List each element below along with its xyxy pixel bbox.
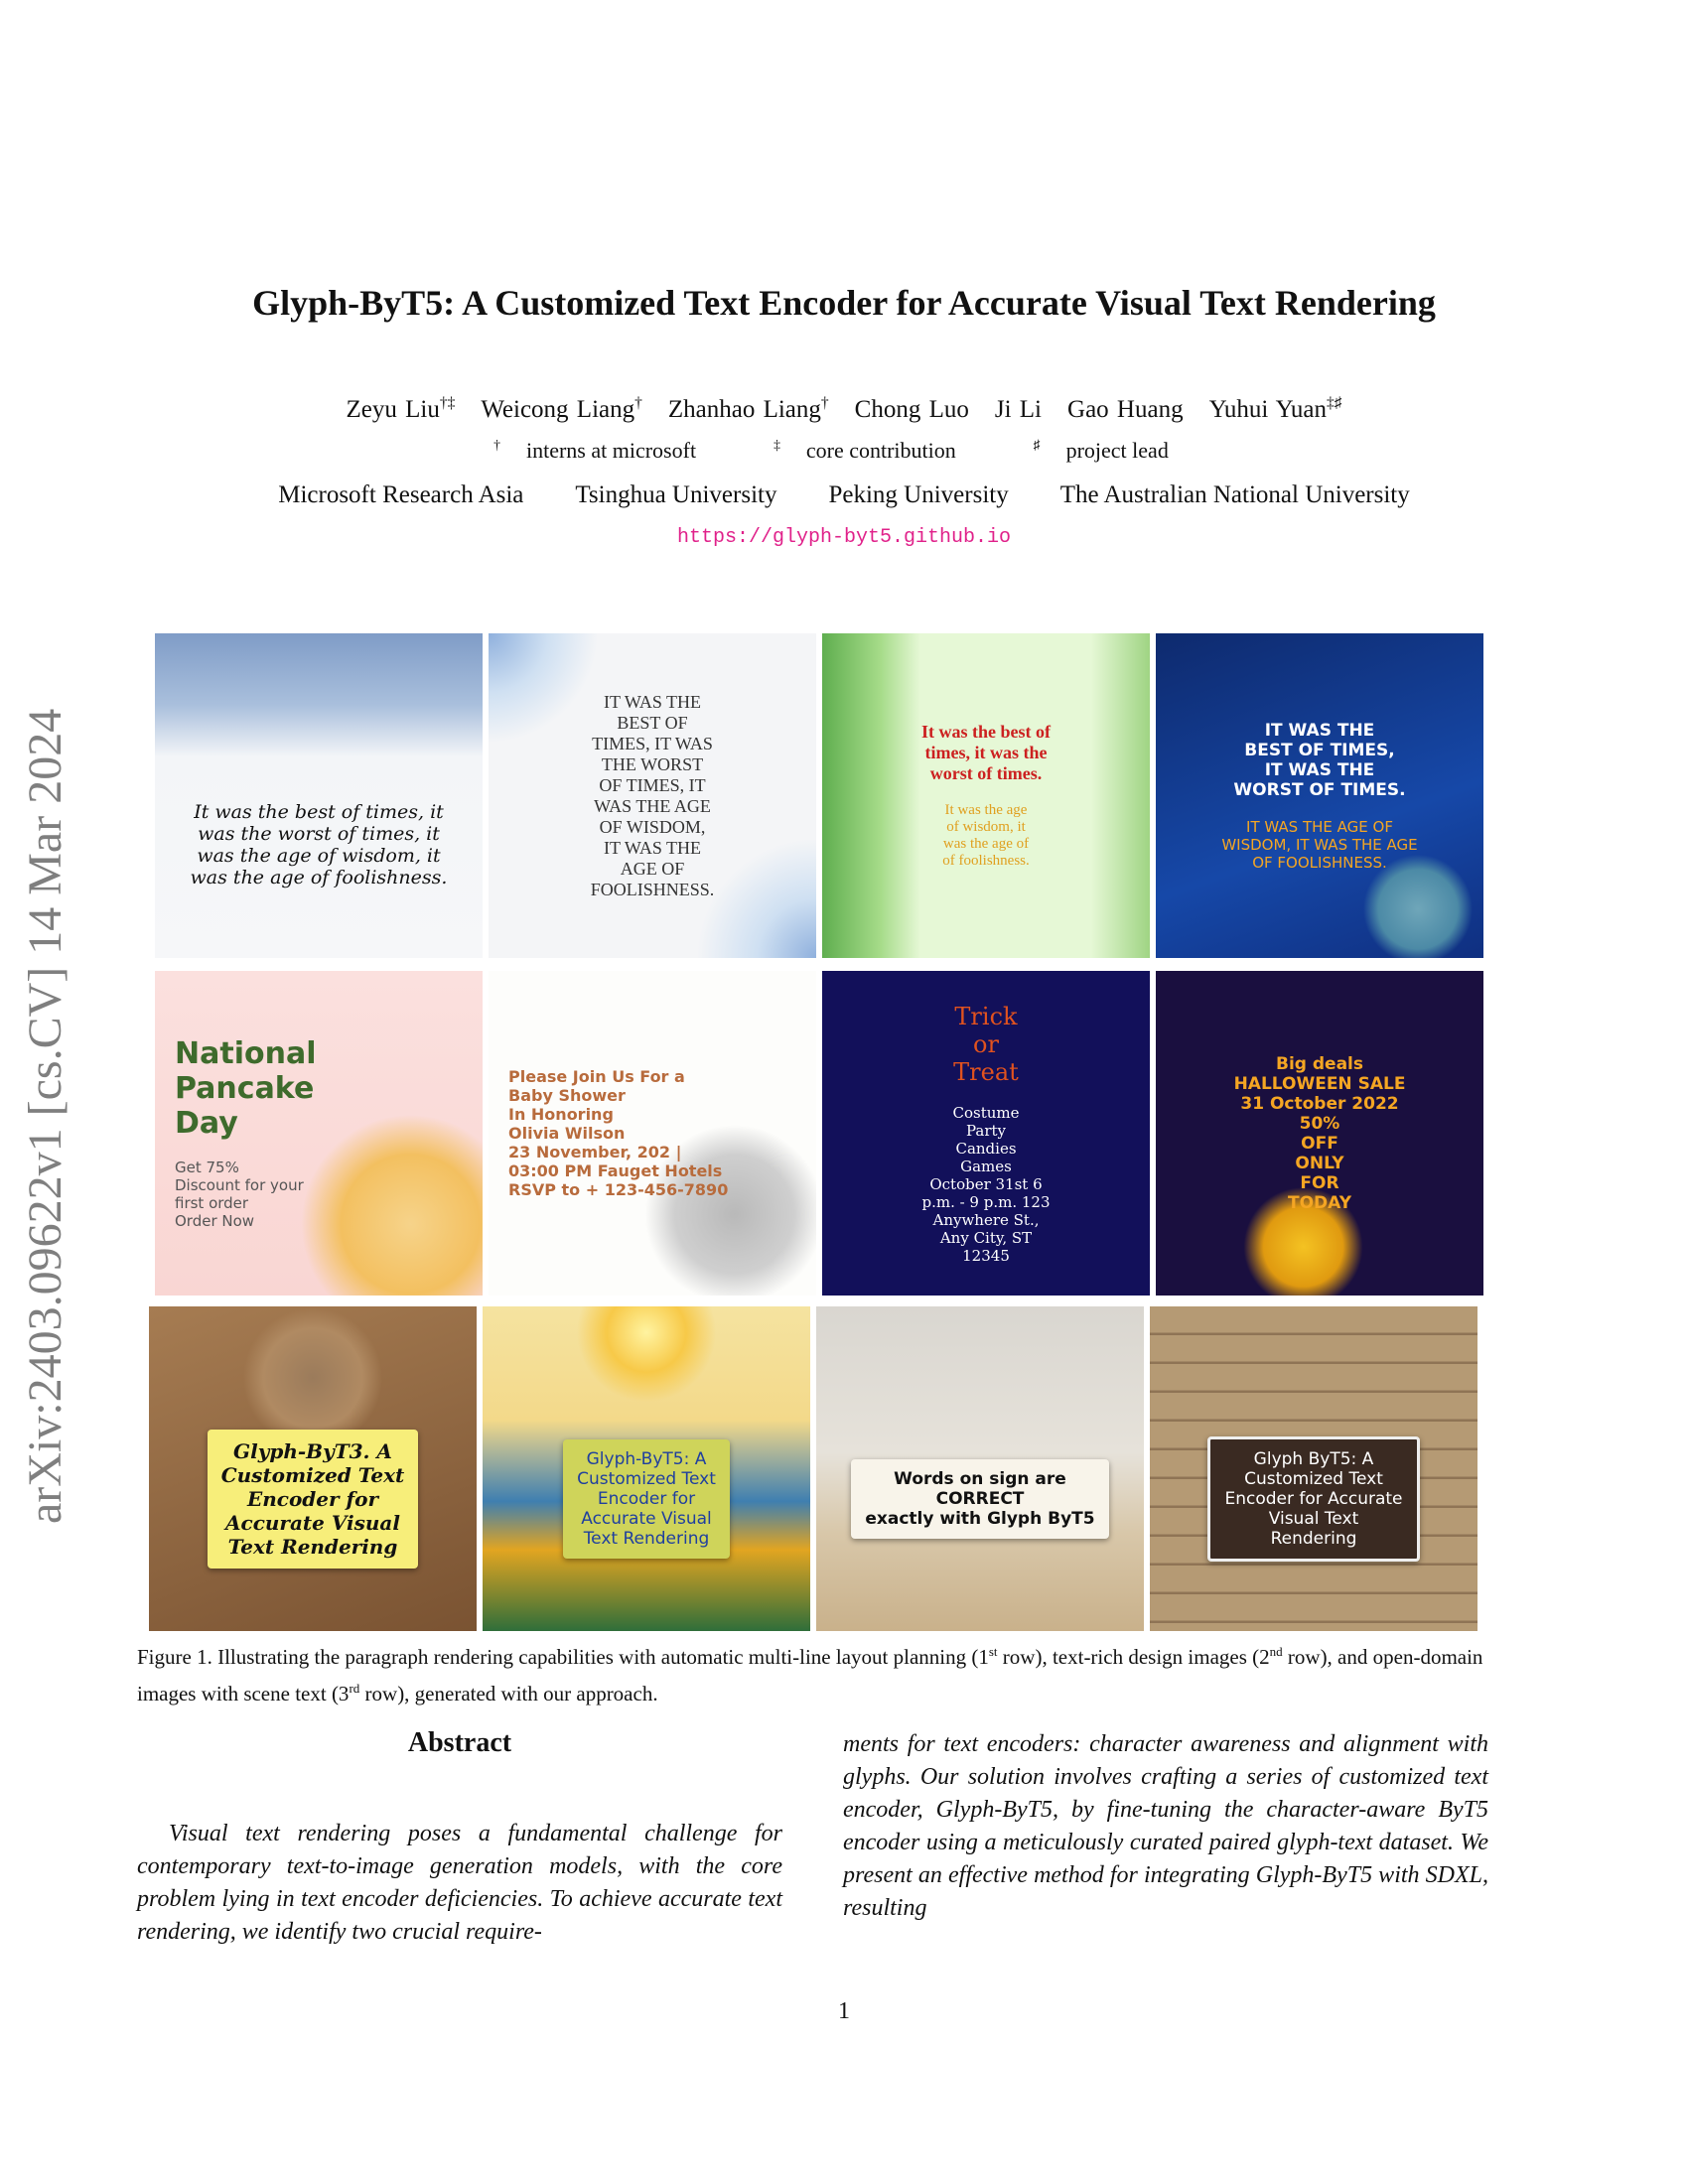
- tile-text-line: Accurate Visual: [581, 1508, 712, 1529]
- tile-text-line: WAS THE AGE: [594, 795, 711, 816]
- tile-text-line: exactly with Glyph ByT5: [865, 1508, 1095, 1529]
- tile-text-line: Words on sign are: [894, 1468, 1066, 1489]
- tile-text-line: was the age of: [942, 836, 1030, 852]
- note-text: core contribution: [805, 438, 956, 464]
- tile-text-line: TIMES, IT WAS: [592, 733, 713, 753]
- tile-text-line: Text Rendering: [227, 1534, 398, 1559]
- figure-tile-10: [483, 1306, 810, 1631]
- figure-tile-9: [149, 1306, 477, 1631]
- tile-text-line: was the age of wisdom, it: [197, 845, 441, 867]
- tile-text-line: HALLOWEEN SALE: [1233, 1073, 1406, 1094]
- tile-text-line: p.m. - 9 p.m. 123: [921, 1192, 1051, 1211]
- tile-text-line: Accurate Visual: [225, 1510, 400, 1535]
- tile-text-line: It was the best of times, it: [194, 801, 444, 823]
- tile-text-line: AGE OF: [620, 858, 685, 879]
- tile-text-line: It was the best of: [921, 722, 1051, 742]
- figure-tile-12: [1150, 1306, 1477, 1631]
- tile-text-line: 23 November, 202 |: [508, 1143, 682, 1161]
- tile-text-line: Party: [965, 1121, 1007, 1140]
- figure-tile-5: [155, 971, 483, 1296]
- affiliation: Peking University: [828, 481, 1009, 508]
- tile-text-line: OFF: [1301, 1133, 1338, 1154]
- tile-text-line: Glyph ByT5: A: [1253, 1448, 1374, 1469]
- sign-board: [1207, 1436, 1419, 1562]
- tile-text-line: 12345: [962, 1246, 1010, 1265]
- figure-tile-6: [489, 971, 816, 1296]
- tile-text-line: Day: [175, 1106, 238, 1141]
- tile-text-line: IT WAS THE: [1264, 720, 1375, 741]
- tile-text-line: BEST OF TIMES,: [1244, 740, 1395, 760]
- tile-text-line: It was the age: [944, 802, 1028, 818]
- tile-text-line: Encoder for: [597, 1488, 696, 1509]
- tile-text-line: first order: [175, 1194, 249, 1212]
- author-name: [1209, 396, 1342, 423]
- tile-text-line: Glyph-ByT5: A: [586, 1448, 707, 1469]
- tile-text-line: Please Join Us For a: [508, 1067, 685, 1086]
- tile-text-line: OF FOOLISHNESS.: [1252, 853, 1387, 872]
- tile-text-line: OF TIMES, IT: [599, 774, 706, 795]
- note-mark: ♯: [1033, 438, 1041, 453]
- tile-text-line: TODAY: [1288, 1192, 1351, 1213]
- tile-text-line: Rendering: [1270, 1528, 1357, 1549]
- tile-text-line: Treat: [953, 1057, 1019, 1086]
- caption-text: row), and open-domain images with scene text (3: [137, 1645, 1483, 1706]
- figure-caption: [137, 1636, 1489, 1709]
- tile-text-line: IT WAS THE: [603, 837, 701, 858]
- tile-text-line: Customized Text: [1244, 1468, 1383, 1489]
- affiliations: [0, 481, 1688, 509]
- page-number: 1: [838, 1998, 850, 2024]
- caption-text: row), generated with our approach.: [359, 1682, 658, 1706]
- tile-text-line: October 31st 6: [929, 1174, 1043, 1193]
- tile-text-line: Order Now: [175, 1212, 255, 1230]
- author-name: [1067, 396, 1184, 423]
- tile-text-line: 31 October 2022: [1240, 1093, 1399, 1114]
- affiliation: The Australian National University: [1059, 481, 1410, 508]
- tile-text-line: BEST OF: [617, 712, 688, 733]
- author-notes: [0, 438, 1688, 464]
- author-list: [0, 395, 1688, 424]
- tile-text-line: worst of times.: [929, 763, 1043, 783]
- abstract-right-column: ments for text encoders: character awareness and alignment with glyphs. Our solution involves crafting a series of customized text encoder, Glyph-ByT5, by fine-tuning the character-aware ByT5 encoder using a meticulously curated paired glyph-text dataset. We present an effective method for integrating Glyph-ByT5 with SDXL, resulting: [843, 1731, 1488, 1921]
- author-name-text: Ji Li: [994, 396, 1043, 424]
- author-marks: †: [634, 395, 642, 412]
- note-mark: ‡: [774, 438, 780, 453]
- author-note: [1034, 438, 1195, 463]
- caption-text: row), text-rich design images (2: [997, 1645, 1270, 1669]
- tile-text-line: Get 75%: [175, 1159, 239, 1176]
- figure-tile-4: [1156, 633, 1483, 958]
- abstract-heading: Abstract: [407, 1727, 512, 1758]
- figure-tile-7: [822, 971, 1150, 1296]
- caption-sup: nd: [1269, 1644, 1283, 1659]
- caption-sup: st: [988, 1644, 998, 1659]
- tile-text-line: THE WORST: [601, 753, 704, 774]
- tile-text-line: RSVP to + 123-456-7890: [508, 1180, 729, 1199]
- author-name-text: Chong Luo: [854, 396, 969, 424]
- figure-tile-3: [822, 633, 1150, 958]
- tile-text-line: Trick: [954, 1002, 1018, 1030]
- sign-board: [208, 1430, 419, 1569]
- paper-title: Glyph-ByT5: A Customized Text Encoder for Accurate Visual Text Rendering: [252, 283, 1436, 323]
- author-note: [774, 438, 982, 463]
- project-link[interactable]: https://glyph-byt5.github.io: [676, 526, 1012, 549]
- tile-text-line: Games: [960, 1157, 1012, 1175]
- tile-text-line: was the worst of times, it: [198, 823, 440, 845]
- author-name: [668, 396, 829, 423]
- tile-text-line: 50%: [1299, 1113, 1340, 1134]
- author-name: [995, 396, 1042, 423]
- tile-text-line: Olivia Wilson: [508, 1124, 626, 1143]
- tile-text-line: Customized Text: [577, 1468, 716, 1489]
- figure-tile-11: [816, 1306, 1144, 1631]
- note-mark: †: [493, 438, 500, 453]
- tile-text-line: times, it was the: [924, 743, 1048, 762]
- note-text: interns at microsoft: [525, 438, 697, 464]
- arxiv-stamp: arXiv:2403.09622v1 [cs.CV] 14 Mar 2024: [19, 708, 71, 1524]
- author-name-text: Weicong Liang: [481, 396, 635, 424]
- tile-text-line: Discount for your: [175, 1176, 304, 1194]
- tile-text-line: Customized Text: [220, 1462, 405, 1487]
- tile-text-line: Costume: [952, 1103, 1020, 1122]
- tile-text-line: Anywhere St.,: [932, 1210, 1040, 1229]
- author-name-text: Gao Huang: [1067, 396, 1184, 424]
- tile-text-line: Pancake: [175, 1071, 315, 1106]
- abstract-left-column: Visual text rendering poses a fundamental challenge for contemporary text-to-image generation models, with the core problem lying in text encoder deficiencies. To achieve accurate text rendering, we identify two crucial require-: [137, 1821, 782, 1945]
- tile-text-line: Text Rendering: [583, 1528, 710, 1549]
- author-name-text: Zhanhao Liang: [667, 396, 821, 424]
- tile-text-line: OF WISDOM,: [599, 816, 706, 837]
- tile-text-line: ONLY: [1295, 1153, 1344, 1173]
- tile-text-line: Encoder for Accurate: [1224, 1488, 1403, 1509]
- caption-text: Figure 1. Illustrating the paragraph rendering capabilities with automatic multi-line layout planning (1: [137, 1645, 989, 1669]
- tile-text-line: Encoder for: [247, 1486, 378, 1511]
- tile-text-line: IT WAS THE AGE OF: [1246, 817, 1393, 836]
- caption-sup: rd: [349, 1681, 360, 1696]
- tile-text-line: IT WAS THE: [603, 691, 701, 712]
- tile-text-line: FOR: [1300, 1172, 1339, 1193]
- author-note: [493, 438, 722, 463]
- tile-text-line: Candies: [955, 1139, 1017, 1158]
- tile-text-line: was the age of foolishness.: [190, 867, 448, 888]
- tile-text-line: In Honoring: [508, 1105, 614, 1124]
- author-marks: †‡: [439, 395, 456, 412]
- tile-text-line: WORST OF TIMES.: [1233, 779, 1406, 800]
- tile-text-line: or: [973, 1029, 999, 1058]
- tile-text-line: National: [175, 1036, 317, 1071]
- tile-text-line: FOOLISHNESS.: [590, 879, 715, 899]
- sign-board: [851, 1459, 1108, 1539]
- affiliation: Tsinghua University: [575, 481, 777, 508]
- tile-text-line: Visual Text: [1268, 1508, 1359, 1529]
- sign-board: [563, 1439, 730, 1559]
- author-name: [346, 396, 455, 423]
- tile-text-line: Any City, ST: [939, 1228, 1033, 1247]
- author-name: [481, 396, 642, 423]
- figure-tile-1: [155, 633, 483, 958]
- tile-text-line: Baby Shower: [508, 1086, 626, 1105]
- author-name: [855, 396, 969, 423]
- tile-text-line: 03:00 PM Fauget Hotels: [508, 1161, 723, 1180]
- figure-tile-8: [1156, 971, 1483, 1296]
- tile-text-line: IT WAS THE: [1264, 759, 1375, 780]
- note-text: project lead: [1065, 438, 1169, 464]
- tile-text-line: Big deals: [1276, 1053, 1363, 1074]
- affiliation: Microsoft Research Asia: [278, 481, 524, 508]
- author-name-text: Yuhui Yuan: [1208, 396, 1328, 424]
- tile-text-line: of wisdom, it: [946, 819, 1026, 835]
- author-marks: †: [820, 395, 829, 412]
- tile-text-line: WISDOM, IT WAS THE AGE: [1221, 835, 1418, 854]
- tile-text-line: of foolishness.: [942, 853, 1030, 869]
- tile-text-line: CORRECT: [935, 1488, 1025, 1509]
- author-name-text: Zeyu Liu: [346, 396, 440, 424]
- tile-text-line: Glyph-ByT3. A: [233, 1438, 392, 1463]
- author-marks: ‡♯: [1327, 395, 1342, 412]
- figure-tile-2: [489, 633, 816, 958]
